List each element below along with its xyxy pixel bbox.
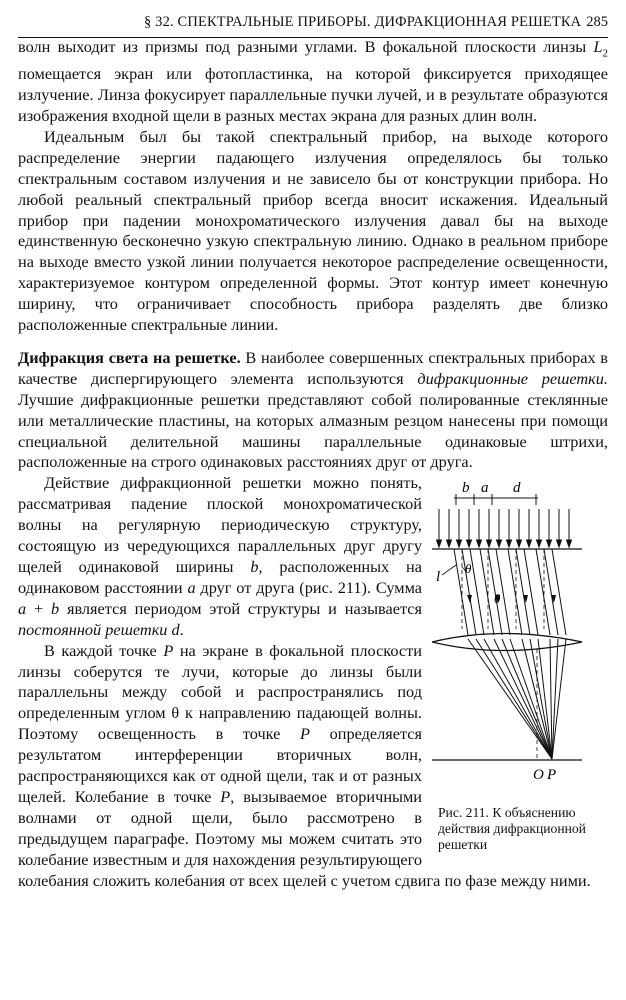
paragraph-4: Действие дифракционной решетки можно понять, рассматривая падение плоской монохроматической волны на регулярную периодическую структуру, состоящую из чередующихся параллельных друг другу щелей одинаковой ширины b, расположенных на одинаковом расстоянии a друг от друга (рис. 211). Сумма a + b является периодом этой структуры и называется постоянной решетки d. [18,473,422,639]
running-head [18,8,608,37]
term-grating-constant: постоянной решетки [18,619,172,639]
label-a: a [481,480,489,497]
label-d: d [513,480,521,497]
page [18,8,608,892]
section-gap [18,336,608,348]
l-pointer [442,565,456,575]
paragraph-2: Идеальным был бы такой спектральный прибор, на выходе которого распределение энергии падающего излучения определялось бы только спектральным составом излучения и не зависело бы от конструкции прибора. Но любой реальный спектральный прибор всегда вносит искажения. Идеальный прибор при падении монохроматического излучения давал бы на выходе единственную бесконечно узкую спектральную линию. Однако в реальном приборе на выходе вместо узкой линии получается некоторое распределение освещенности, характеризуемое контуром определенной формы. Этот контур имеет конечную ширину, что ограничивает способность прибора разделять две близко расположенные спектральные линии. [18,126,608,335]
label-theta-mid: θ [494,591,501,607]
page-number: 285 [586,14,608,30]
math-l2: L [593,37,603,56]
section-heading: Дифракция света на решетке. [18,347,241,367]
label-o: O [533,767,544,784]
paragraph-3: Дифракция света на решетке. В наиболее совершенных спектральных приборах в качестве диспергирующего элемента используются дифракционные решетки. Лучшие дифракционные решетки представляют собой полированные стеклянные или металлические пластины, на которых алмазным резцом нанесены при помощи специальной делительной машины параллельные одинаковые штрихи, расположенные на строго одинаковых расстояниях друг от друга. [18,347,608,472]
label-b: b [462,480,470,497]
lens [432,634,582,651]
label-p: P [547,767,557,784]
incident-rays [437,509,572,547]
figure-211 [432,477,608,853]
grating-diagram [432,477,608,799]
converging-rays [468,639,566,759]
figure-caption: Рис. 211. К объяснению действия дифракционной решетки [438,805,586,853]
paragraph-5: В каждой точке P на экране в фокальной плоскости линзы соберутся те лучи, которые до линзы были параллельны между собой и распространялись под определенным углом θ к направлению падающей волны. Поэтому освещенность в точке P определяется результатом интерференции вторичных волн, распространяющихся как от одной щели, так и от разных щелей. Колебание в точке P, вызываемое вторичными волнами от одной щели, было рассмотрено в предыдущем параграфе. Поэтому мы можем считать это колебание известным и для нахождения результирующего колебания сложить колебания от всех щелей с учетом сдвига по фазе между ними. [18,640,591,890]
ray-arrowheads [467,595,556,603]
term-gratings: дифракционные решетки. [417,368,608,388]
label-theta-top: θ [465,561,472,577]
paragraph-1: волн выходит из призмы под разными углами. В фокальной плоскости линзы $L_2$ помещается экран или фотопластинка, на которой фиксируется приходящее излучение. Линза фокусирует параллельные пучки лучей, и в результате образуются изображения входной щели в разных местах экрана для разных длин волн. [18,37,608,125]
section-title: § 32. СПЕКТРАЛЬНЫЕ ПРИБОРЫ. ДИФРАКЦИОННАЯ РЕШЕТКА [144,14,582,30]
label-l: l [436,569,441,586]
